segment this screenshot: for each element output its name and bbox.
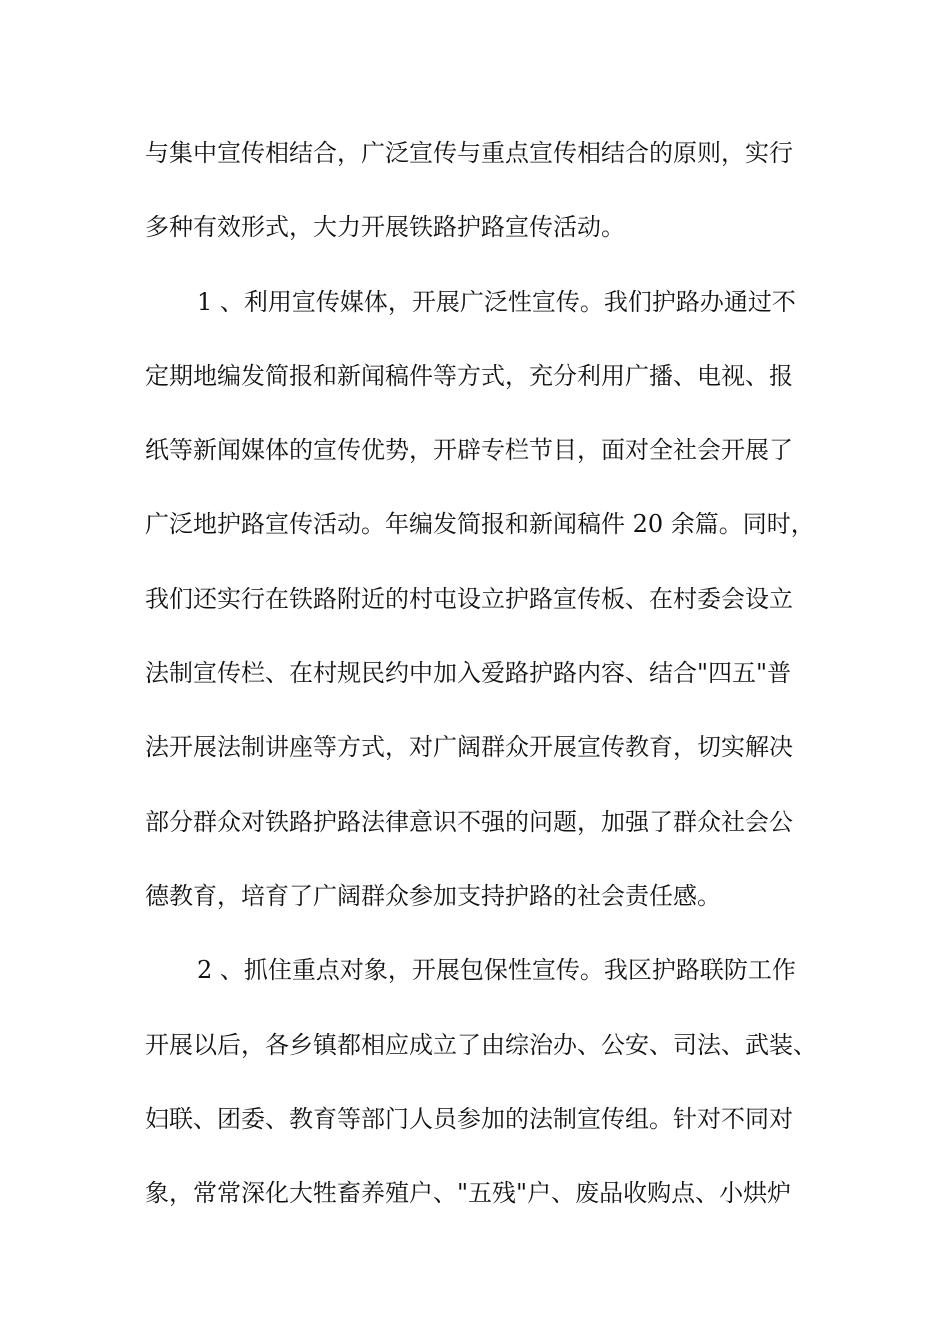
text-line: 纸等新闻媒体的宣传优势，开辟专栏节目，面对全社会开展了 xyxy=(145,436,793,465)
text-line: 与集中宣传相结合，广泛宣传与重点宣传相结合的原则，实行 xyxy=(145,139,793,167)
text-line: 德教育，培育了广阔群众参加支持护路的社会责任感。 xyxy=(145,881,721,910)
text-line: 广泛地护路宣传活动。年编发简报和新闻稿件 20 余篇。同时， xyxy=(145,510,815,539)
text-line: 法开展法制讲座等方式，对广阔群众开展宣传教育，切实解决 xyxy=(145,733,793,762)
text-line: 象，常常深化大牲畜养殖户、"五残"户、废品收购点、小烘炉 xyxy=(145,1179,792,1208)
text-line: 法制宣传栏、在村规民约中加入爱路护路内容、结合"四五"普 xyxy=(145,659,792,688)
text-line: 妇联、团委、教育等部门人员参加的法制宣传组。针对不同对 xyxy=(145,1104,793,1133)
text-line: 我们还实行在铁路附近的村屯设立护路宣传板、在村委会设立 xyxy=(145,584,793,613)
text-line: 定期地编发简报和新闻稿件等方式，充分利用广播、电视、报 xyxy=(145,361,793,390)
text-line: 开展以后，各乡镇都相应成立了由综治办、公安、司法、武装、 xyxy=(145,1030,817,1059)
text-line: 多种有效形式，大力开展铁路护路宣传活动。 xyxy=(145,213,625,242)
text-line: 部分群众对铁路护路法律意识不强的问题，加强了群众社会公 xyxy=(145,807,793,836)
body-text xyxy=(145,123,835,1237)
text-line: 2 、抓住重点对象，开展包保性宣传。我区护路联防工作 xyxy=(197,956,796,985)
text-line: 1 、利用宣传媒体，开展广泛性宣传。我们护路办通过不 xyxy=(197,287,796,316)
